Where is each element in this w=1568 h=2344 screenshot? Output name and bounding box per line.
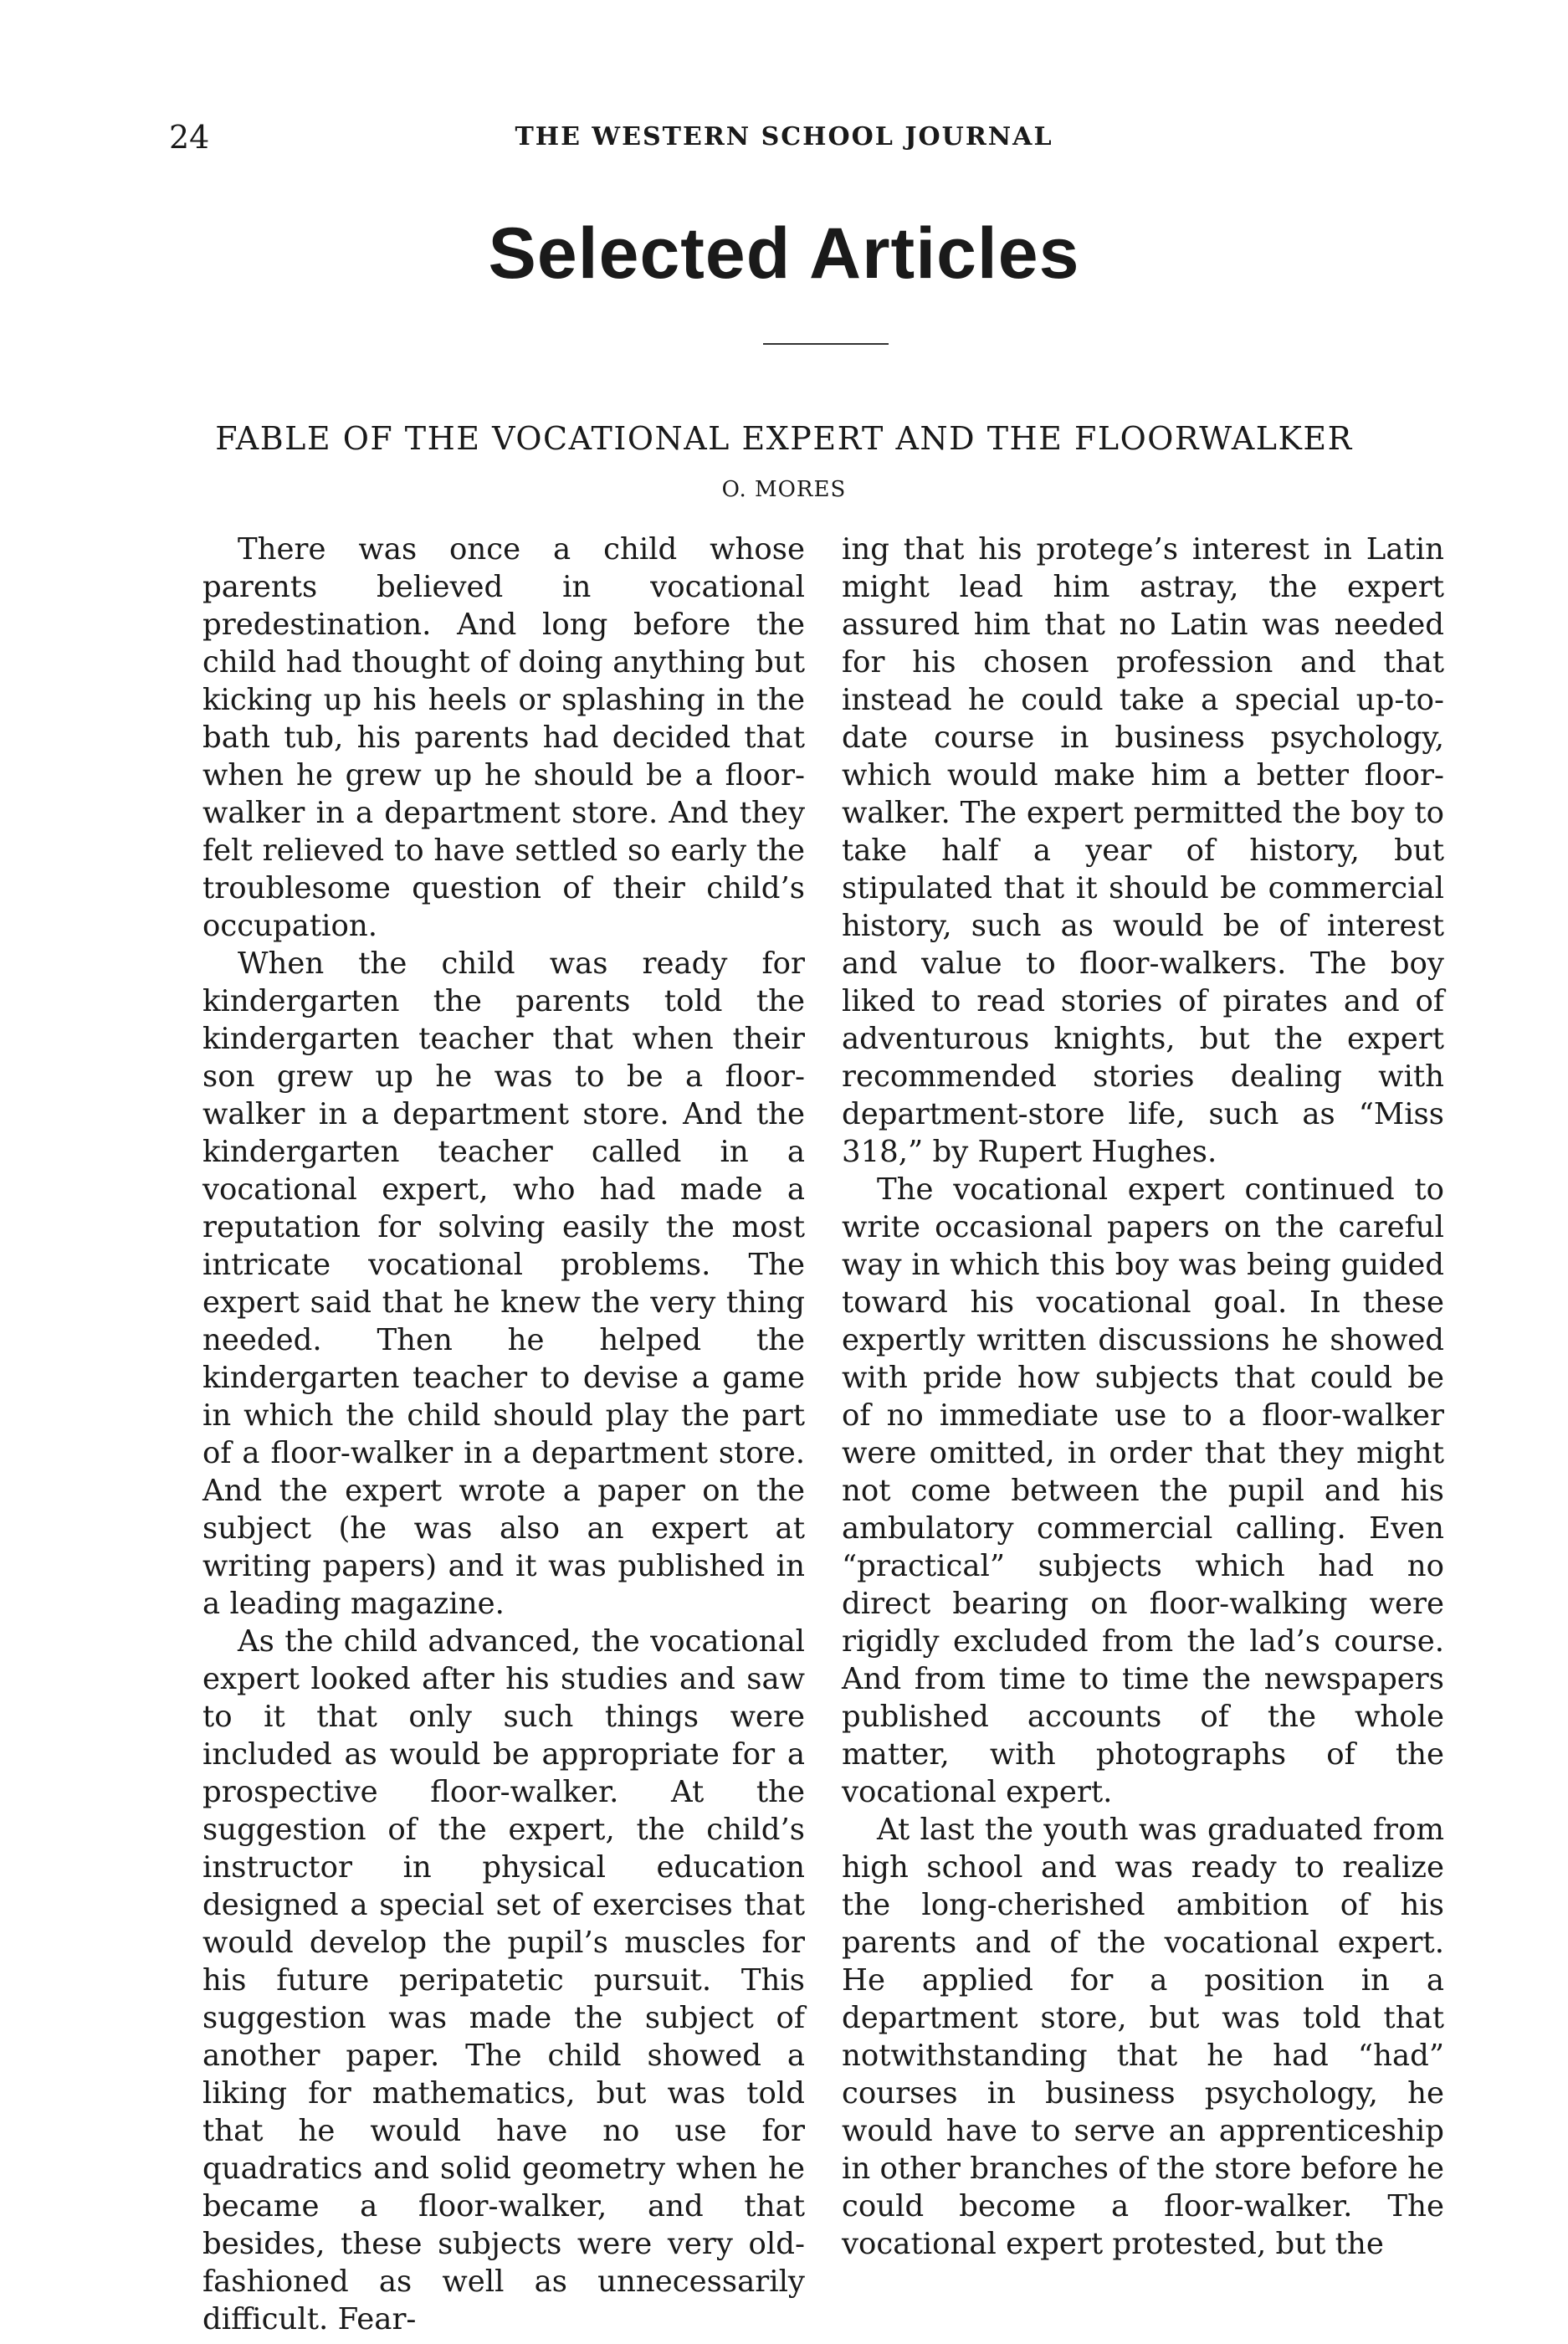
paragraph: The vocational expert continued to write occasional papers on the careful way in which this boy was being guided toward his vocational goal. In these expertly written discussions he showed with pride how subjects that could be of no immediate use to a floor-walker were omitted, in order that they might not come between the pupil and his ambulatory commercial calling. Even “practical” subjects which had no direct bearing on floor-walking were rigidly excluded from the lad’s course. And from time to time the newspapers published accounts of the whole matter, with photographs of the vocational expert.	[842, 1172, 1444, 1809]
paragraph: At last the youth was graduated from high school and was ready to realize the long-cherished ambition of his parents and of the vocational expert. He applied for a position in a department store, but was told that notwithstanding that he had “had” courses in business psychology, he would have to serve an apprenticeship in other branches of the store before he could become a floor-walker. The vocational expert protested, but the	[842, 1813, 1444, 2261]
section-title: Selected Articles	[488, 213, 1080, 294]
paragraph: As the child advanced, the vocational expert looked after his studies and saw to it that only such things were included as would be appropriate for a prospective floor-walker. At the suggestion of the expert, the child’s instructor in physical education designed a special set of exercises that would develop the pupil’s muscles for his future peripatetic pursuit. This suggestion was made the subject of another paper. The child showed a liking for mathematics, but was told that he would have no use for quadratics and solid geometry when he became a floor-walker, and that besides, these subjects were very old-fashioned as well as unnecessarily difficult. Fear-	[202, 1624, 805, 2336]
article-byline: O. MORES	[721, 477, 847, 502]
paragraph-continued: ing that his protege’s interest in Latin might lead him astray, the expert assured him that no Latin was needed for his chosen profession and that instead he could take a special up-to-date course in business psychology, which would make him a better floor-walker. The expert permitted the boy to take half a year of history, but stipulated that it should be commercial history, such as would be of interest and value to floor-walkers. The boy liked to read stories of pirates and of adventurous knights, but the expert recommended stories dealing with department-store life, such as “Miss 318,” by Rupert Hughes.	[842, 532, 1444, 1169]
page-number: 24	[169, 119, 210, 156]
left-column	[202, 531, 805, 2338]
article-title: FABLE OF THE VOCATIONAL EXPERT AND THE FLOORWALKER	[215, 420, 1353, 457]
right-column	[842, 531, 1444, 2263]
paragraph: When the child was ready for kindergarten the parents told the kindergarten teacher that when their son grew up he was to be a floor-walker in a department store. And the kindergarten teacher called in a vocational expert, who had made a reputation for solving easily the most intricate vocational problems. The expert said that he knew the very thing needed. Then he helped the kindergarten teacher to devise a game in which the child should play the part of a floor-walker in a department store. And the expert wrote a paper on the subject (he was also an expert at writing papers) and it was published in a leading magazine.	[202, 946, 805, 1621]
paragraph: There was once a child whose parents believed in vocational predestination. And long before the child had thought of doing anything but kicking up his heels or splashing in the bath tub, his parents had decided that when he grew up he should be a floor-walker in a department store. And they felt relieved to have settled so early the troublesome question of their child’s occupation.	[202, 532, 805, 943]
title-divider	[763, 343, 889, 345]
running-head: THE WESTERN SCHOOL JOURNAL	[515, 122, 1053, 151]
